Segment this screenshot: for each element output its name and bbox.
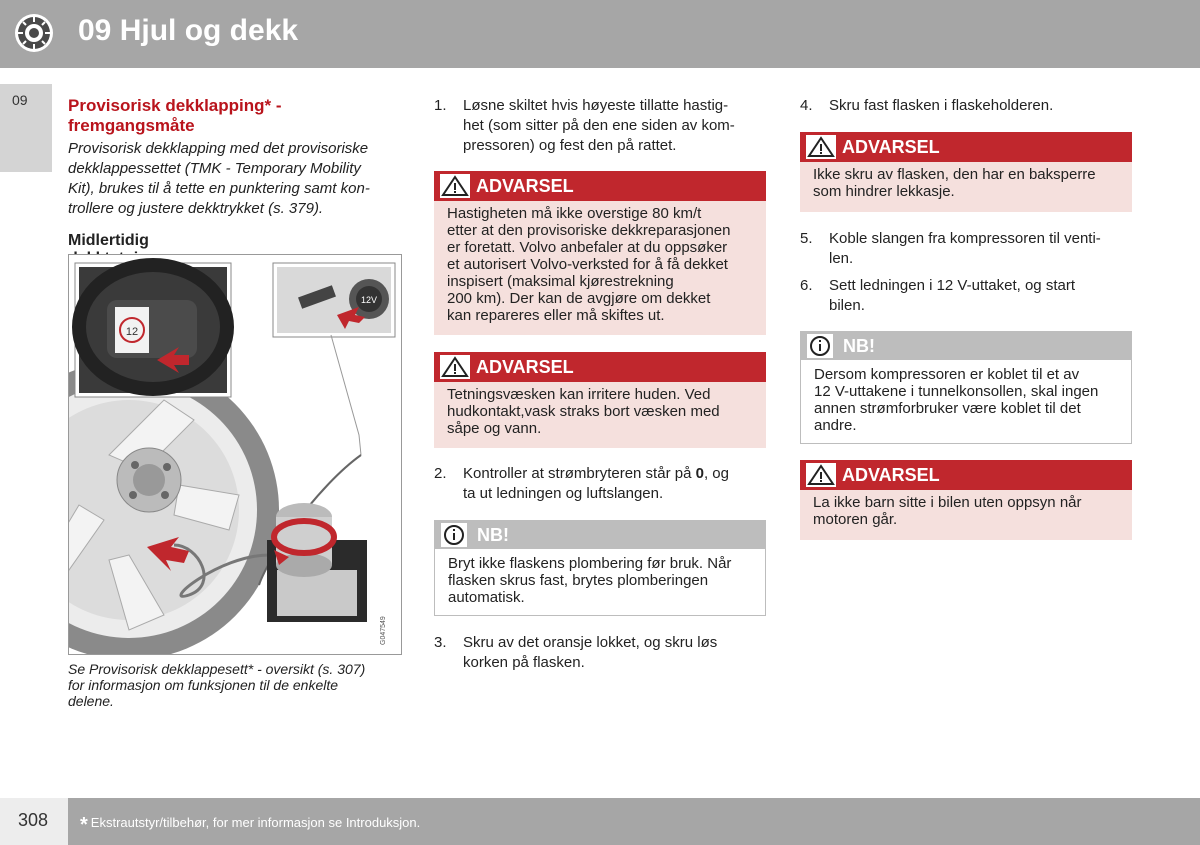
note-header — [801, 332, 1131, 360]
warning-label: ADVARSEL — [842, 465, 940, 485]
note-box — [800, 331, 1132, 444]
note-text — [448, 555, 755, 606]
warning-line: hudkontakt,vask straks bort væsken med — [447, 403, 720, 420]
intro-line: Provisorisk dekklapping med det provisoriske — [68, 140, 369, 157]
speed-label-text: 12 — [125, 326, 139, 338]
info-icon — [441, 523, 467, 547]
power-socket-inset — [273, 263, 395, 337]
warning-line: er foretatt. Volvo anbefaler at du oppsøker — [447, 239, 728, 256]
warning-text — [447, 386, 756, 437]
step-number: 5. — [800, 230, 813, 247]
compressor-drawing — [267, 503, 367, 622]
note-line: Bryt ikke flaskens plombering før bruk. Når — [448, 555, 732, 572]
warning-text — [813, 166, 1122, 200]
step-line: len. — [829, 250, 854, 267]
step-text — [829, 276, 1075, 316]
warning-box — [800, 132, 1132, 212]
warning-line: Ikke skru av flasken, den har en baksperre — [813, 166, 1096, 183]
warning-line: Tetningsvæsken kan irritere huden. Ved — [447, 386, 711, 403]
step-line: Koble slangen fra kompressoren til venti- — [829, 230, 1101, 247]
warning-header — [434, 171, 766, 201]
step-text — [463, 633, 717, 673]
step-text-part: , og — [703, 465, 729, 482]
section-heading-line: Provisorisk dekklapping* - — [68, 96, 282, 115]
warning-box — [434, 171, 766, 335]
note-header — [435, 521, 765, 549]
note-label: NB! — [843, 336, 875, 356]
step-text-part: Kontroller at strømbryteren står på — [463, 465, 696, 482]
warning-line: kan repareres eller må skiftes ut. — [447, 307, 665, 324]
warning-line: La ikke barn sitte i bilen uten oppsyn når — [813, 494, 1082, 511]
note-line: automatisk. — [448, 589, 525, 606]
warning-text — [447, 205, 756, 324]
step-number: 1. — [434, 97, 447, 114]
footnote-text: Ekstrautstyr/tilbehør, for mer informasjon se Introduksjon. — [90, 815, 421, 830]
step-line: korken på flasken. — [463, 654, 585, 671]
svg-text:12V: 12V — [360, 295, 378, 305]
step-line: Skru av det oransje lokket, og skru løs — [463, 634, 718, 651]
warning-line: inspisert (maksimal kjørestrekning — [447, 273, 674, 290]
section-heading-line: fremgangsmåte — [68, 116, 195, 135]
warning-line: etter at den provisoriske dekkreparasjonen — [447, 222, 731, 239]
figure-code: G047549 — [380, 616, 387, 645]
warning-line: såpe og vann. — [447, 420, 542, 437]
caption-line: delene. — [68, 693, 114, 709]
note-box — [434, 520, 766, 616]
note-line: 12 V-uttakene i tunnelkonsollen, skal ingen — [814, 383, 1099, 400]
tmk-illustration — [69, 255, 401, 654]
info-icon — [807, 334, 833, 358]
switch-position-value: 0 — [695, 465, 704, 482]
warning-triangle-icon — [806, 463, 836, 487]
step-line: het (som sitter på den ene siden av kom- — [463, 117, 735, 134]
warning-label: ADVARSEL — [476, 176, 574, 196]
warning-line: som hindrer lekkasje. — [813, 183, 955, 200]
warning-box — [434, 352, 766, 448]
step-line: Løsne skiltet hvis høyeste tillatte hastig- — [463, 97, 729, 114]
figure-caption — [68, 661, 365, 709]
step-line — [463, 464, 729, 484]
intro-line: Kit), brukes til å tette en punktering samt kon- — [68, 180, 370, 197]
tire-icon — [14, 13, 54, 53]
chapter-tab-label: 09 — [12, 92, 28, 108]
warning-header — [800, 132, 1132, 162]
step-number: 2. — [434, 465, 447, 482]
note-line: annen strømforbruker være koblet til det — [814, 400, 1081, 417]
note-line: flasken skrus fast, brytes plomberingen — [448, 572, 709, 589]
note-label: NB! — [477, 525, 509, 545]
warning-triangle-icon — [440, 174, 470, 198]
note-line: Dersom kompressoren er koblet til et av — [814, 366, 1080, 383]
step-text — [463, 464, 729, 504]
steering-wheel-inset — [75, 263, 231, 397]
step-line: bilen. — [829, 297, 865, 314]
step-line: Sett ledningen i 12 V-uttaket, og start — [829, 277, 1075, 294]
footnote-star: * — [80, 814, 88, 836]
page-title: 09 Hjul og dekk — [78, 14, 299, 47]
warning-line: motoren går. — [813, 511, 898, 528]
warning-line: et autorisert Volvo-verksted for å få dekket — [447, 256, 728, 273]
wheel-drawing — [69, 360, 279, 654]
intro-line: dekklappessettet (TMK - Temporary Mobility — [68, 160, 361, 177]
warning-line: 200 km). Der kan de avgjøre om dekket — [447, 290, 711, 307]
warning-triangle-icon — [440, 355, 470, 379]
intro-text — [68, 139, 370, 219]
intro-line: trollere og justere dekktrykket (s. 379). — [68, 200, 324, 217]
step-number: 4. — [800, 97, 813, 114]
page-number: 308 — [18, 810, 49, 830]
caption-line: Se Provisorisk dekklappesett* - oversikt (s. 307) — [68, 661, 366, 677]
warning-text — [813, 494, 1122, 528]
step-line: ta ut ledningen og luftslangen. — [463, 485, 664, 502]
warning-header — [434, 352, 766, 382]
warning-header — [800, 460, 1132, 490]
warning-label: ADVARSEL — [842, 137, 940, 157]
warning-label: ADVARSEL — [476, 357, 574, 377]
warning-triangle-icon — [806, 135, 836, 159]
step-line: Skru fast flasken i flaskeholderen. — [829, 97, 1054, 114]
subheading: Midlertidig — [68, 232, 149, 249]
note-line: andre. — [814, 417, 857, 434]
caption-line: for informasjon om funksjonen til de enkelte — [68, 677, 339, 693]
footer-note — [80, 814, 420, 837]
warning-box — [800, 460, 1132, 540]
section-heading — [68, 96, 282, 136]
step-number: 6. — [800, 277, 813, 294]
step-text — [829, 229, 1101, 269]
note-text — [814, 366, 1121, 434]
chapter-tab — [0, 84, 52, 172]
step-text — [463, 96, 735, 156]
illustration — [68, 254, 402, 655]
step-line: pressoren) og fest den på rattet. — [463, 137, 677, 154]
step-text — [829, 96, 1053, 116]
step-number: 3. — [434, 634, 447, 651]
warning-line: Hastigheten må ikke overstige 80 km/t — [447, 205, 702, 222]
